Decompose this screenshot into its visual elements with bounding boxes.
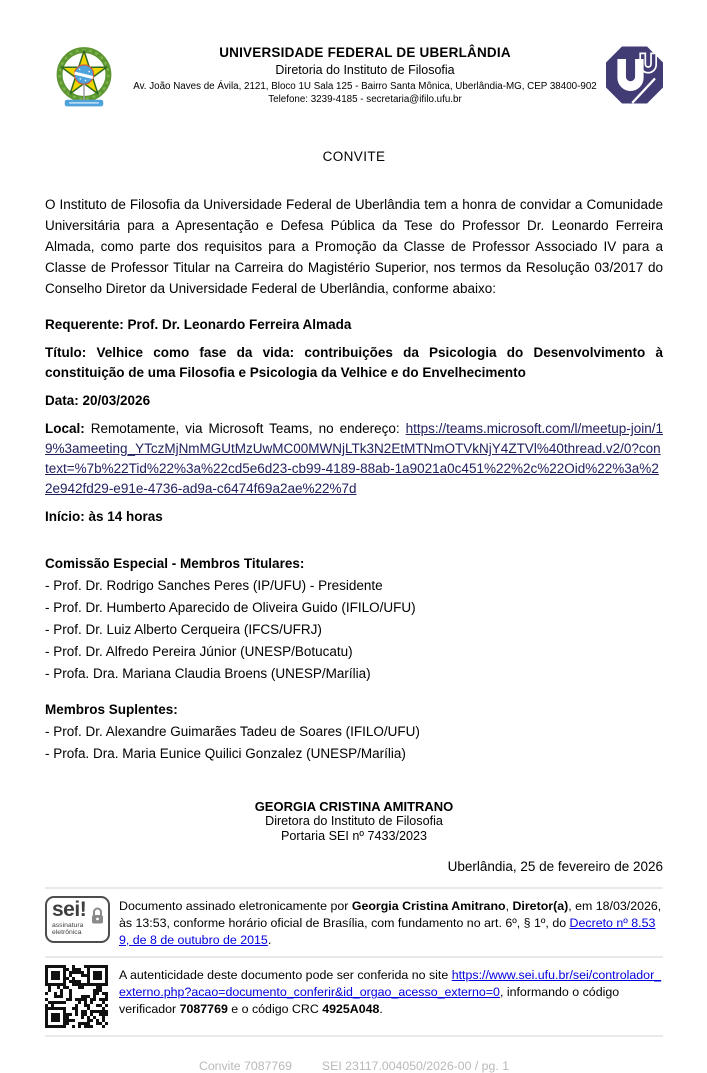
sei-logo bbox=[45, 896, 119, 943]
local-line bbox=[45, 419, 663, 499]
sei-signer-role: Diretor(a) bbox=[512, 899, 569, 913]
inicio-line: Início: às 14 horas bbox=[45, 509, 163, 524]
sei-text-pre: Documento assinado eletronicamente por bbox=[119, 899, 352, 913]
sei-signature-text bbox=[119, 896, 663, 949]
sei-signature-row bbox=[45, 889, 663, 956]
ufu-logo-icon bbox=[605, 42, 663, 108]
page-footer bbox=[45, 1059, 663, 1073]
letterhead bbox=[45, 42, 663, 121]
titular-member: - Prof. Dr. Rodrigo Sanches Peres (IP/UFU) - Presidente bbox=[45, 578, 383, 593]
titulo-line: Título: Velhice como fase da vida: contribuições da Psicologia do Desenvolvimento à constituição de uma Filosofia e Psicologia da Velhice e do Envelhecimento bbox=[45, 345, 663, 380]
qr-code bbox=[45, 965, 119, 1028]
letterhead-text bbox=[125, 42, 605, 105]
suplentes-heading: Membros Suplentes: bbox=[45, 702, 178, 717]
verification-end: . bbox=[379, 1002, 383, 1016]
local-text: Remotamente, via Microsoft Teams, no endereço: bbox=[84, 421, 406, 436]
data-line: Data: 20/03/2026 bbox=[45, 393, 151, 408]
verification-link[interactable]: https://www.sei.ufu.br/sei/controlador_externo.php?acao=documento_conferir&id_orgao_acesso_externo=0 bbox=[119, 968, 662, 999]
sei-logo-sub1: assinatura bbox=[52, 922, 84, 929]
department-name: Diretoria do Instituto de Filosofia bbox=[275, 63, 455, 77]
requerente-line: Requerente: Prof. Dr. Leonardo Ferreira Almada bbox=[45, 317, 352, 332]
sei-text-end: . bbox=[267, 933, 272, 947]
page-title: CONVITE bbox=[322, 149, 386, 164]
signer-portaria: Portaria SEI nº 7433/2023 bbox=[280, 829, 428, 843]
verification-row bbox=[45, 956, 663, 1035]
university-name: UNIVERSIDADE FEDERAL DE UBERLÂNDIA bbox=[219, 45, 511, 60]
address-line: Av. João Naves de Ávila, 2121, Bloco 1U Sala 125 - Bairro Santa Mônica, Uberlândia-MG, CEP 38400-902 bbox=[133, 81, 597, 92]
signature-block bbox=[45, 799, 663, 844]
brazil-coat-of-arms-icon bbox=[45, 42, 125, 121]
sei-signature-table bbox=[45, 887, 663, 1037]
decree-link[interactable]: Decreto nº 8.539, de 8 de outubro de 2015 bbox=[119, 916, 656, 947]
sei-text-mid: , em 18/03/2026, às 13:53, conforme horário oficial de Brasília, com fundamento no art. 6º, § 1º, do bbox=[119, 899, 662, 930]
titular-member: - Prof. Dr. Luiz Alberto Cerqueira (IFCS/UFRJ) bbox=[45, 622, 322, 637]
local-label: Local: bbox=[45, 421, 85, 436]
footer-doc-ref: Convite 7087769 bbox=[198, 1059, 292, 1073]
contact-line: Telefone: 3239-4185 - secretaria@ifilo.ufu.br bbox=[268, 94, 462, 105]
verifier-code: 7087769 bbox=[179, 1002, 228, 1016]
signer-role: Diretora do Instituto de Filosofia bbox=[265, 814, 443, 828]
suplente-member: - Prof. Dr. Alexandre Guimarães Tadeu de Soares (IFILO/UFU) bbox=[45, 724, 420, 739]
titular-member: - Profa. Dra. Mariana Claudia Broens (UNESP/Marília) bbox=[45, 666, 371, 681]
sei-logo-sub2: eletrônica bbox=[52, 929, 82, 936]
teams-meeting-link[interactable]: https://teams.microsoft.com/l/meetup-join/19%3ameeting_YTczMjNmMGUtMzUwMC00MWNjLTk3N2EtMTNmOTVkNjY4ZTVl%40thread.v2/0?context=%7b%22Tid%22%3a%22cd5e6d23-cb99-4189-88ab-1a9021a0c451%22%2c%22Oid%22%3a%22e942fd29-e91e-4736-ad9a-c6474f69a2ae%22%7d bbox=[45, 421, 663, 496]
titular-member: - Prof. Dr. Alfredo Pereira Júnior (UNESP/Botucatu) bbox=[45, 644, 353, 659]
verification-pre: A autenticidade deste documento pode ser conferida no site bbox=[119, 968, 452, 982]
titulares-heading: Comissão Especial - Membros Titulares: bbox=[45, 556, 305, 571]
verification-mid: , informando o código verificador bbox=[119, 985, 620, 1016]
event-details bbox=[45, 315, 663, 527]
sei-text-sep: , bbox=[505, 899, 513, 913]
verification-mid2: e o código CRC bbox=[227, 1002, 323, 1016]
titular-member: - Prof. Dr. Humberto Aparecido de Oliveira Guido (IFILO/UFU) bbox=[45, 600, 416, 615]
signer-name: GEORGIA CRISTINA AMITRANO bbox=[254, 799, 454, 814]
intro-paragraph: O Instituto de Filosofia da Universidade Federal de Uberlândia tem a honra de convidar a Comunidade Universitária para a Apresentação e Defesa Pública da Tese do Professor Dr. Leonardo Ferreira Almada, como parte dos requisitos para a Promoção da Classe de Professor Associado IV para a Classe de Professor Titular na Carreira do Magistério Superior, nos termos da Resolução 03/2017 do Conselho Diretor da Universidade Federal de Uberlândia, conforme abaixo: bbox=[45, 197, 663, 296]
committee-section bbox=[45, 553, 663, 765]
sei-signer-name: Georgia Cristina Amitrano bbox=[351, 899, 506, 913]
padlock-icon bbox=[90, 907, 105, 930]
place-date-line: Uberlândia, 25 de fevereiro de 2026 bbox=[447, 859, 663, 874]
footer-sei-ref: SEI 23117.004050/2026-00 / pg. 1 bbox=[321, 1059, 510, 1073]
crc-code: 4925A048 bbox=[322, 1002, 380, 1016]
suplente-member: - Profa. Dra. Maria Eunice Quilici Gonzalez (UNESP/Marília) bbox=[45, 746, 406, 761]
verification-text bbox=[119, 965, 663, 1018]
sei-logo-word: sei! bbox=[52, 898, 87, 921]
